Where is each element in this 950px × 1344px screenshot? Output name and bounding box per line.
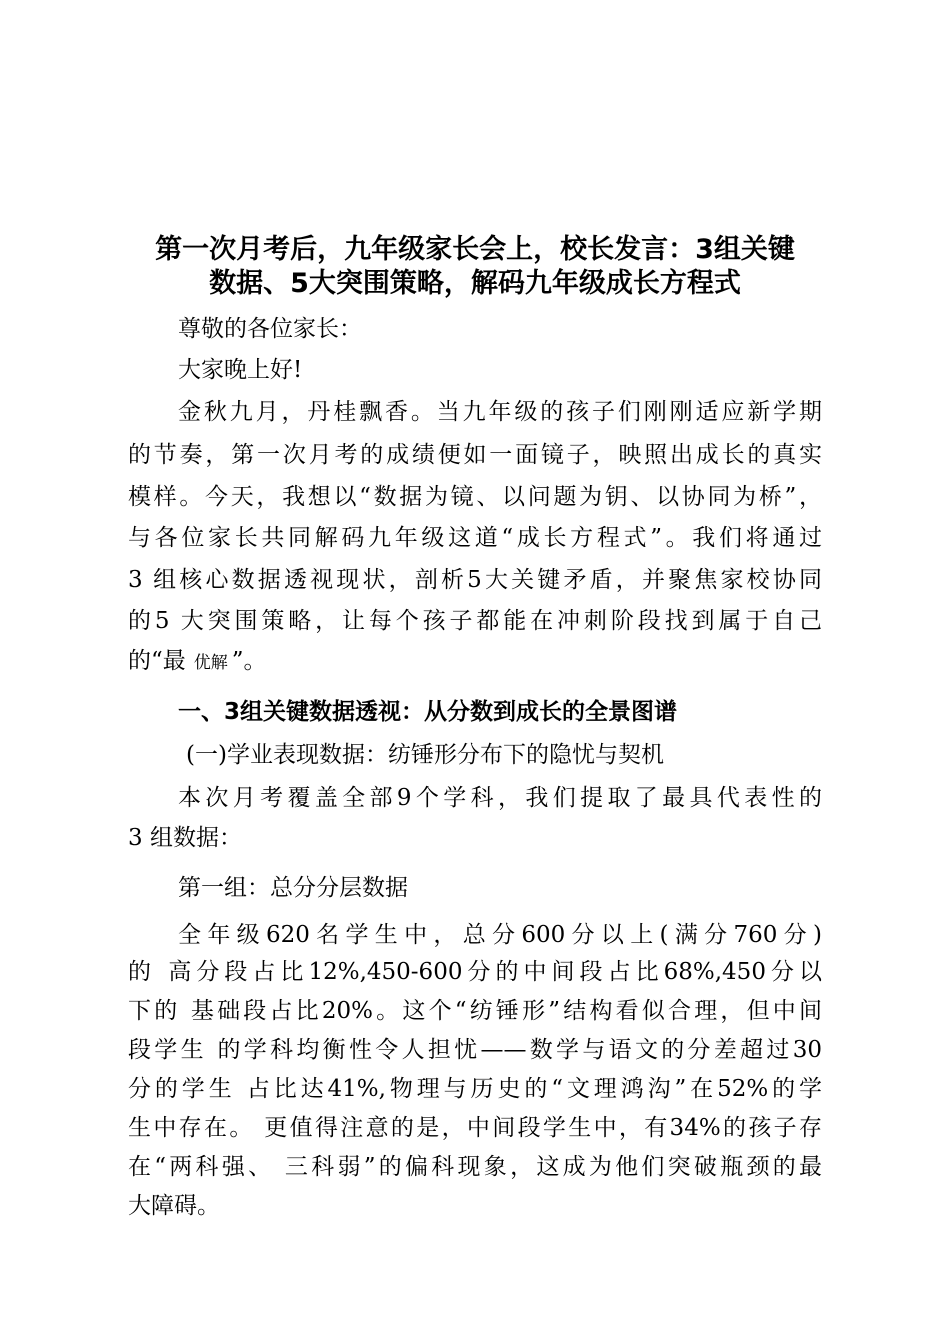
intro-line-6: 的5 大突围策略，让每个孩子都能在冲刺阶段找到属于自己 — [128, 608, 822, 634]
greeting: 大家晚上好! — [178, 357, 303, 383]
intro-last-suffix: ”。 — [231, 648, 267, 674]
para2-line-3: 下的 基础段占比20%。这个“纺锤形”结构看似合理，但中间 — [128, 998, 822, 1024]
intro-last-small: 优解 — [193, 653, 228, 673]
section-1-heading: 一、3组关键数据透视：从分数到成长的全景图谱 — [178, 699, 678, 725]
para2-line-6: 生中存在。 更值得注意的是，中间段学生中，有34%的孩子存 — [128, 1115, 822, 1141]
para2-line-4: 段学生 的学科均衡性令人担忧——数学与语文的分差超过30 — [128, 1037, 822, 1063]
para1-line-2: 3 组数据： — [128, 825, 242, 851]
section-1-subheading: (一)学业表现数据：纺锤形分布下的隐忧与契机 — [186, 742, 664, 768]
para1-line-1: 本次月考覆盖全部9个学科，我们提取了最具代表性的 — [178, 785, 822, 811]
para2-line-1: 全年级620名学生中，总分600分以上(满分760分) — [178, 922, 822, 948]
intro-line-2: 的节奏，第一次月考的成绩便如一面镜子，映照出成长的真实 — [128, 442, 822, 468]
salutation: 尊敬的各位家长： — [178, 316, 362, 342]
intro-line-5: 3 组核心数据透视现状，剖析5大关键矛盾，并聚焦家校协同 — [128, 567, 822, 593]
para2-line-5: 分的学生 占比达41%,物理与历史的“文理鸿沟”在52%的学 — [128, 1076, 822, 1102]
intro-line-1: 金秋九月，丹桂飘香。当九年级的孩子们刚刚适应新学期 — [178, 399, 822, 425]
group-1-label: 第一组：总分分层数据 — [178, 875, 408, 901]
document-title-line-2: 数据、5大突围策略，解码九年级成长方程式 — [209, 268, 741, 299]
para2-line-8: 大障碍。 — [128, 1193, 220, 1219]
intro-line-7 — [128, 646, 267, 678]
intro-line-4: 与各位家长共同解码九年级这道“成长方程式”。我们将通过 — [128, 525, 822, 551]
document-title-line-1: 第一次月考后，九年级家长会上，校长发言：3组关键 — [155, 234, 795, 265]
intro-last-prefix: 的“最 — [128, 648, 186, 674]
para2-line-2: 的 高分段占比12%,450-600分的中间段占比68%,450分以 — [128, 959, 822, 985]
para2-line-7: 在“两科强、 三科弱”的偏科现象，这成为他们突破瓶颈的最 — [128, 1154, 822, 1180]
intro-line-3: 模样。今天，我想以“数据为镜、以问题为钥、以协同为桥”， — [128, 484, 822, 510]
